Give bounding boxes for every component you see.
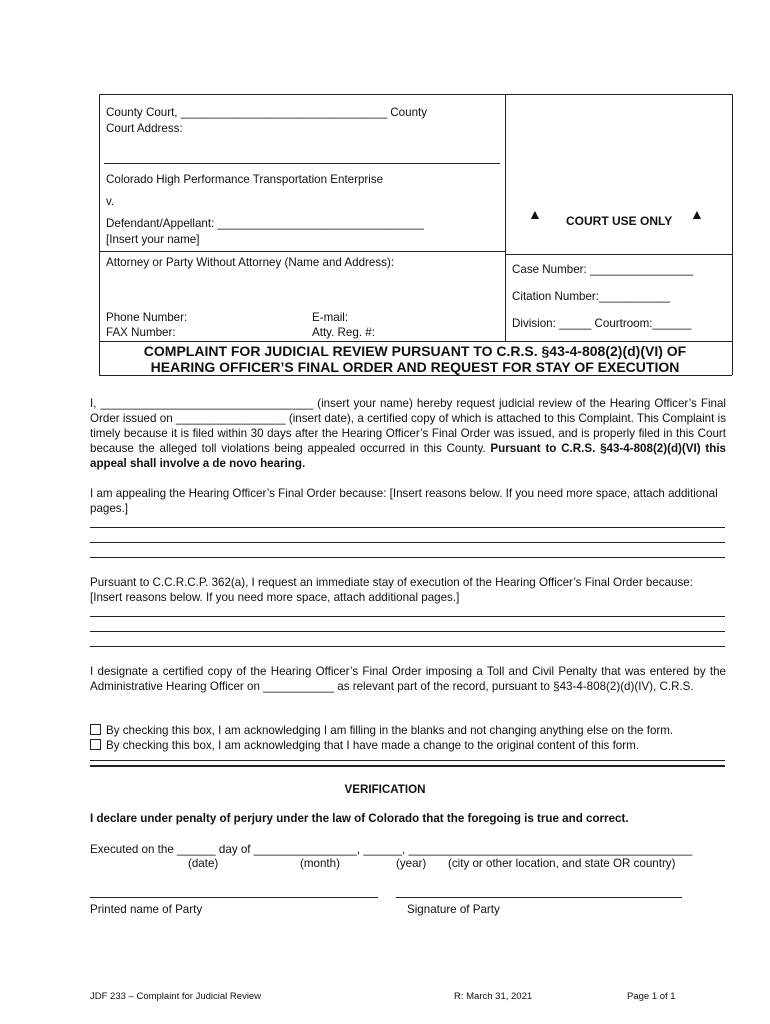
footer-page-number: Page 1 of 1	[627, 991, 676, 1002]
triangle-up-icon-right: ▲	[690, 206, 704, 222]
checkbox-changes-made-label: By checking this box, I am acknowledging that I have made a change to the original content of this form.	[106, 739, 639, 752]
request-text: I, _________________________________ (insert your name) hereby request judicial review of the Hearing Officer’s Final Order issued on _________________ (insert date), a certified copy of which is attached to this Complaint. This Complaint is timely because it is filed within 30 days after the Hearing Officer’s Final Order was issued, and is properly filed in this Court because the alleged toll violations being appealed occurred in this County.	[90, 397, 726, 455]
versus-label: v.	[106, 195, 115, 208]
insert-name-hint: [Insert your name]	[106, 233, 200, 246]
executed-line: Executed on the ______ day of ________________, ______, ____________________________________________	[90, 843, 693, 856]
date-label: (date)	[188, 857, 219, 870]
location-label: (city or other location, and state OR country)	[448, 857, 676, 870]
verification-heading: VERIFICATION	[344, 783, 426, 796]
perjury-declaration: I declare under penalty of perjury under the law of Colorado that the foregoing is true and correct.	[90, 812, 629, 825]
court-use-only-label: COURT USE ONLY	[566, 214, 673, 228]
title-line-2: HEARING OFFICER’S FINAL ORDER AND REQUEST FOR STAY OF EXECUTION	[150, 359, 680, 375]
plaintiff-name: Colorado High Performance Transportation Enterprise	[106, 173, 384, 186]
citation-number-field: Citation Number:___________	[512, 290, 670, 303]
signature-label: Signature of Party	[407, 903, 500, 916]
checkbox-row-2[interactable]	[90, 739, 639, 753]
month-label: (month)	[300, 857, 340, 870]
stay-request-paragraph: Pursuant to C.C.R.C.P. 362(a), I request an immediate stay of execution of the Hearing Officer’s Final Order because: [Insert reasons below. If you need more space, attach additional pages.]	[90, 576, 693, 604]
court-address-label: Court Address:	[106, 122, 183, 135]
phone-label: Phone Number:	[106, 311, 188, 324]
division-courtroom-field: Division: _____ Courtroom:______	[512, 317, 692, 330]
triangle-up-icon-left: ▲	[528, 206, 542, 222]
footer-form-id: JDF 233 – Complaint for Judicial Review	[90, 991, 262, 1002]
signature-line	[396, 897, 682, 898]
title-line-1: COMPLAINT FOR JUDICIAL REVIEW PURSUANT TO C.R.S. §43-4-808(2)(d)(VI) OF	[143, 343, 687, 359]
request-paragraph	[90, 396, 726, 471]
designation-paragraph: I designate a certified copy of the Hearing Officer’s Final Order imposing a Toll and Civil Penalty that was entered by the Administrative Hearing Officer on ___________ as relevant part of the record, pursuant to §43-4-808(2)(d)(IV), C.R.S.	[90, 665, 726, 693]
defendant-line: Defendant/Appellant: ________________________________	[106, 217, 424, 230]
court-line: County Court, ________________________________ County	[106, 106, 428, 119]
atty-reg-label: Atty. Reg. #:	[312, 326, 375, 339]
email-label: E-mail:	[312, 311, 349, 324]
fax-label: FAX Number:	[106, 326, 176, 339]
attorney-label: Attorney or Party Without Attorney (Name and Address):	[106, 256, 395, 269]
footer-revision: R: March 31, 2021	[454, 991, 533, 1002]
checkbox-changes-made[interactable]	[90, 739, 101, 750]
de-novo-statement: Pursuant to C.R.S. §43-4-808(2)(d)(VI) this appeal shall involve a de novo hearing.	[90, 442, 726, 470]
appeal-reasons-paragraph: I am appealing the Hearing Officer’s Final Order because: [Insert reasons below. If you need more space, attach additional pages.]	[90, 487, 718, 515]
checkbox-no-changes[interactable]	[90, 724, 101, 735]
year-label: (year)	[396, 857, 427, 870]
checkbox-row-1[interactable]	[90, 724, 673, 738]
printed-name-line	[90, 897, 378, 898]
case-number-field: Case Number: ________________	[512, 263, 694, 276]
printed-name-label: Printed name of Party	[90, 903, 203, 916]
checkbox-no-changes-label: By checking this box, I am acknowledging I am filling in the blanks and not changing anything else on the form.	[106, 724, 674, 737]
